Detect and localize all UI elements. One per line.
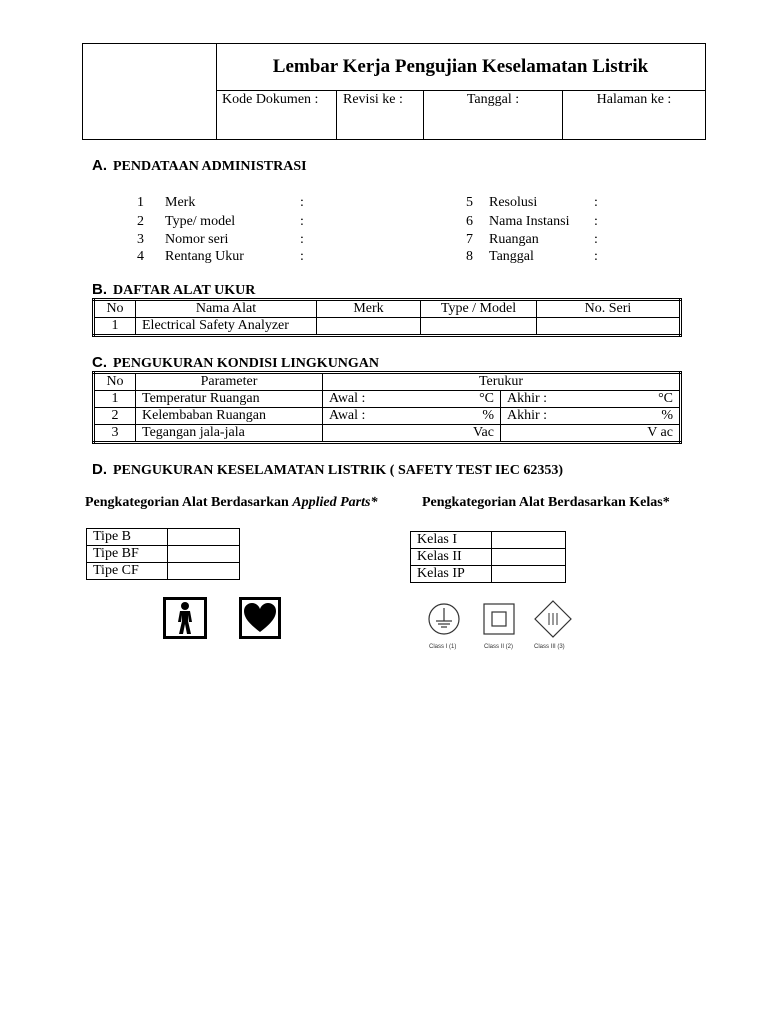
table-cell [323,425,501,443]
section-d-title [92,461,563,479]
tipe-label: Tipe CF [87,563,168,580]
cell-no-seri[interactable] [537,318,681,336]
th-parameter: Parameter [136,373,323,391]
kelas-heading: Pengkategorian Alat Berdasarkan Kelas* [422,495,670,510]
cell-awal-unit: % [482,408,494,423]
type-bf-heart-icon [239,597,281,639]
table-cell [501,425,681,443]
class-iii-label: Class III (3) [534,644,565,650]
admin-field-colon: : [300,214,304,229]
class-ii-label: Class II (2) [484,644,514,650]
table-header-row [94,300,681,318]
table-header-row [94,373,681,391]
tipe-checkbox-cell[interactable] [168,563,240,580]
table-row [87,563,240,580]
cell-akhir-unit: V ac [647,425,673,440]
table-cell [501,391,681,408]
class-iii-diamond-icon [534,600,572,638]
document-header [82,43,706,140]
section-b-text: DAFTAR ALAT UKUR [113,283,256,298]
th-type-model: Type / Model [421,300,537,318]
kelas-checkbox-cell[interactable] [492,549,566,566]
header-meta-row [216,90,705,139]
table-row [94,408,681,425]
section-c-title [92,354,379,372]
table-cell [501,408,681,425]
table-cell [94,425,136,443]
admin-field-number: 2 [137,214,144,229]
applied-parts-prefix: Pengkategorian Alat Berdasarkan [85,495,293,510]
section-b-title [92,281,255,299]
cell-akhir-label: Akhir : [507,408,548,423]
table-cell [136,425,323,443]
section-d-text: PENGUKURAN KESELAMATAN LISTRIK ( SAFETY TEST IEC 62353) [113,463,564,478]
admin-field-colon: : [594,195,598,210]
admin-field-colon: : [594,232,598,247]
table-cell [323,391,501,408]
admin-field-number: 8 [466,249,473,264]
alat-ukur-table [92,298,682,337]
admin-field-number: 4 [137,249,144,264]
kelas-checkbox-cell[interactable] [492,566,566,583]
cell-awal-unit: °C [479,391,494,406]
kelas-label: Kelas IP [411,566,492,583]
class-ii-double-square-icon [483,603,515,635]
admin-field-label: Rentang Ukur [165,249,244,264]
cell-parameter: Temperatur Ruangan [142,391,260,406]
applied-parts-italic: Applied Parts* [292,495,378,510]
table-row [411,566,566,583]
table-row [94,318,681,336]
table-row [411,532,566,549]
applied-parts-heading [85,495,377,511]
kode-dokumen-cell: Kode Dokumen : [216,90,337,139]
table-row [87,546,240,563]
kelas-label: Kelas II [411,549,492,566]
table-cell [94,408,136,425]
cell-akhir-label: Akhir : [507,391,548,406]
tipe-table [86,528,240,580]
admin-field-number: 3 [137,232,144,247]
logo-cell [83,44,217,139]
admin-field-label: Tanggal [489,249,534,264]
document-title: Lembar Kerja Pengujian Keselamatan Listrik [216,44,705,91]
th-no-seri: No. Seri [537,300,681,318]
admin-field-label: Nomor seri [165,232,229,247]
table-cell [136,391,323,408]
section-c-letter: C. [92,354,107,371]
kelas-label: Kelas I [411,532,492,549]
admin-field-number: 7 [466,232,473,247]
table-row [94,391,681,408]
admin-field-number: 5 [466,195,473,210]
tipe-label: Tipe BF [87,546,168,563]
table-cell [323,408,501,425]
admin-field-label: Merk [165,195,196,210]
cell-merk[interactable] [317,318,421,336]
kondisi-lingkungan-table [92,371,682,444]
admin-field-label: Nama Instansi [489,214,570,229]
tipe-checkbox-cell[interactable] [168,546,240,563]
admin-field-colon: : [300,232,304,247]
tanggal-cell: Tanggal : [424,90,563,139]
kelas-checkbox-cell[interactable] [492,532,566,549]
admin-field-colon: : [300,195,304,210]
cell-no: 3 [111,425,119,440]
th-nama-alat: Nama Alat [136,300,317,318]
tipe-checkbox-cell[interactable] [168,529,240,546]
th-merk: Merk [317,300,421,318]
section-c-text: PENGUKURAN KONDISI LINGKUNGAN [113,356,380,371]
cell-parameter: Kelembaban Ruangan [142,408,267,423]
admin-field-label: Resolusi [489,195,538,210]
th-no: No [94,373,136,391]
cell-no: 2 [111,408,119,423]
th-no: No [94,300,136,318]
cell-type-model[interactable] [421,318,537,336]
section-a-title [92,157,307,175]
revisi-cell: Revisi ke : [337,90,424,139]
cell-no: 1 [111,391,119,406]
admin-field-colon: : [594,249,598,264]
cell-awal-unit: Vac [473,425,494,440]
section-a-text: PENDATAAN ADMINISTRASI [113,159,307,174]
table-cell [136,408,323,425]
table-cell [94,391,136,408]
kelas-table [410,531,566,583]
section-a-letter: A. [92,157,107,174]
admin-field-label: Ruangan [489,232,539,247]
class-i-label: Class I (1) [429,644,457,650]
cell-awal-label: Awal : [329,391,366,406]
class-i-earth-icon [427,602,461,636]
halaman-cell: Halaman ke : [596,92,672,107]
admin-field-number: 1 [137,195,144,210]
cell-akhir-unit: % [661,408,673,423]
table-row [411,549,566,566]
admin-field-number: 6 [466,214,473,229]
type-b-person-icon [163,597,207,639]
section-d-letter: D. [92,461,107,478]
cell-awal-label: Awal : [329,408,366,423]
admin-field-label: Type/ model [165,214,236,229]
table-row [94,425,681,443]
cell-parameter: Tegangan jala-jala [142,425,245,440]
cell-no: 1 [94,318,136,336]
cell-akhir-unit: °C [658,391,673,406]
cell-nama-alat: Electrical Safety Analyzer [136,318,317,336]
admin-field-colon: : [594,214,598,229]
table-row [87,529,240,546]
tipe-label: Tipe B [87,529,168,546]
section-b-letter: B. [92,281,107,298]
th-terukur: Terukur [323,373,681,391]
admin-field-colon: : [300,249,304,264]
